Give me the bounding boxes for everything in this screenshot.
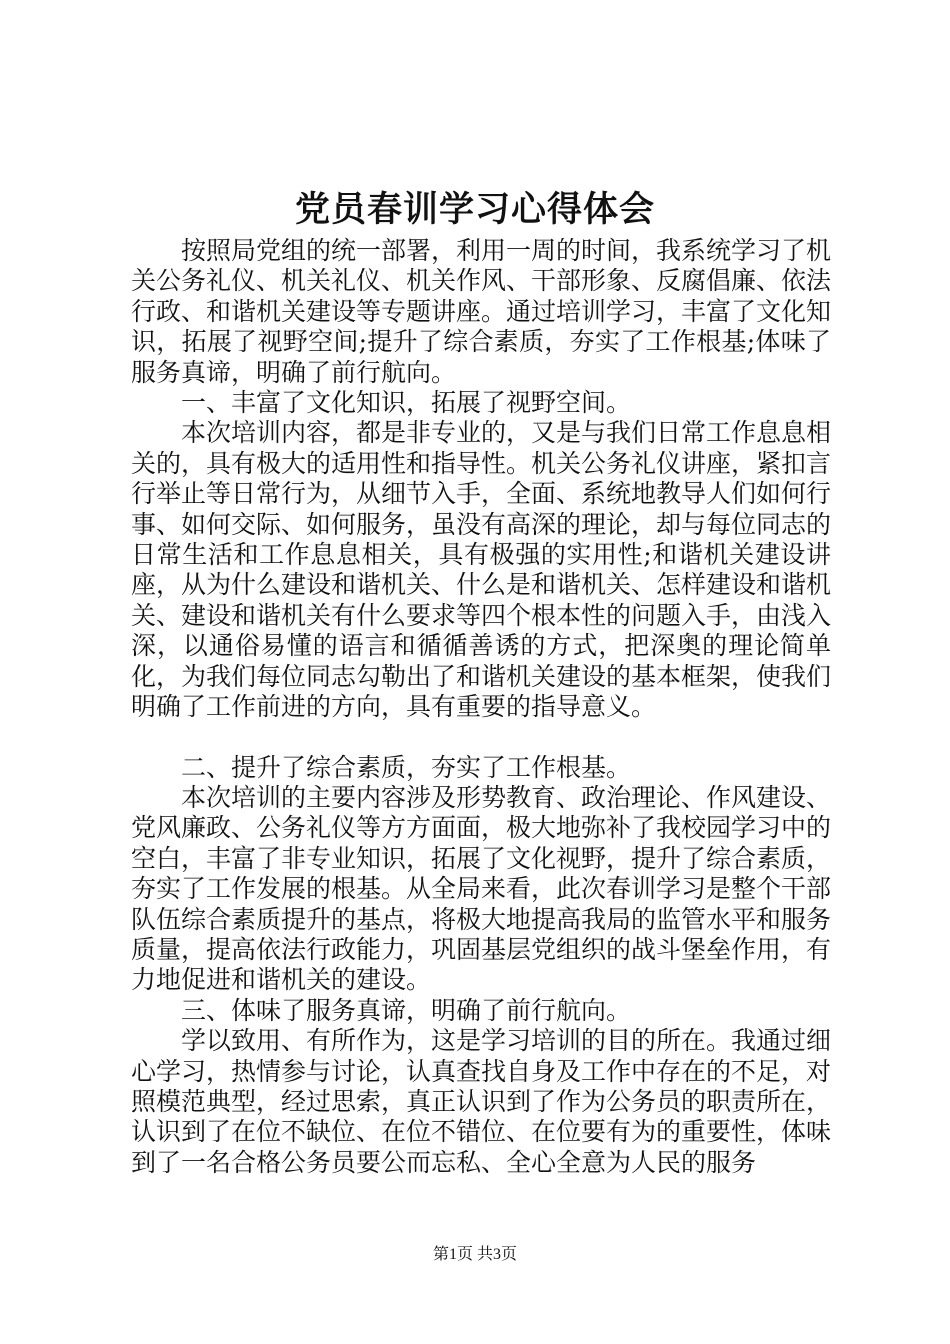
document-title: 党员春训学习心得体会 (294, 190, 655, 230)
section-heading-1: 一、丰富了文化知识，拓展了视野空间。 (181, 388, 632, 418)
document-body (131, 236, 831, 1178)
section-heading-3: 三、体味了服务真谛，明确了前行航向。 (181, 995, 632, 1025)
page-footer: 第1页 共3页 (432, 1246, 517, 1263)
paragraph-gap (131, 723, 831, 753)
section-paragraph-3: 学以致用、有所作为，这是学习培训的目的所在。我通过细心学习，热情参与讨论，认真查找自身及工作中存在的不足，对照模范典型，经过思索，真正认识到了作为公务员的职责所在，认识到了在位不缺位、在位不错位、在位要有为的重要性，体味到了一名合格公务员要公而忘私、全心全意为人民的服务 (131, 1026, 832, 1177)
intro-paragraph: 按照局党组的统一部署，利用一周的时间，我系统学习了机关公务礼仪、机关礼仪、机关作风、干部形象、反腐倡廉、依法行政、和谐机关建设等专题讲座。通过培训学习，丰富了文化知识，拓展了视野空间;提升了综合素质，夯实了工作根基;体味了服务真谛，明确了前行航向。 (131, 236, 832, 387)
section-paragraph-2: 本次培训的主要内容涉及形势教育、政治理论、作风建设、党风廉政、公务礼仪等方方面面，极大地弥补了我校园学习中的空白，丰富了非专业知识，拓展了文化视野，提升了综合素质，夯实了工作发展的根基。从全局来看，此次春训学习是整个干部队伍综合素质提升的基点，将极大地提高我局的监管水平和服务质量，提高依法行政能力，巩固基层党组织的战斗堡垒作用，有力地促进和谐机关的建设。 (131, 782, 832, 995)
section-heading-2: 二、提升了综合素质，夯实了工作根基。 (181, 752, 632, 782)
section-paragraph-1: 本次培训内容，都是非专业的，又是与我们日常工作息息相关的，具有极大的适用性和指导性。机关公务礼仪讲座，紧扣言行举止等日常行为，从细节入手，全面、系统地教导人们如何行事、如何交际、如何服务，虽没有高深的理论，却与每位同志的日常生活和工作息息相关，具有极强的实用性;和谐机关建设讲座，从为什么建设和谐机关、什么是和谐机关、怎样建设和谐机关、建设和谐机关有什么要求等四个根本性的问题入手，由浅入深，以通俗易懂的语言和循循善诱的方式，把深奥的理论简单化，为我们每位同志勾勒出了和谐机关建设的基本框架，使我们明确了工作前进的方向，具有重要的指导意义。 (131, 418, 832, 722)
